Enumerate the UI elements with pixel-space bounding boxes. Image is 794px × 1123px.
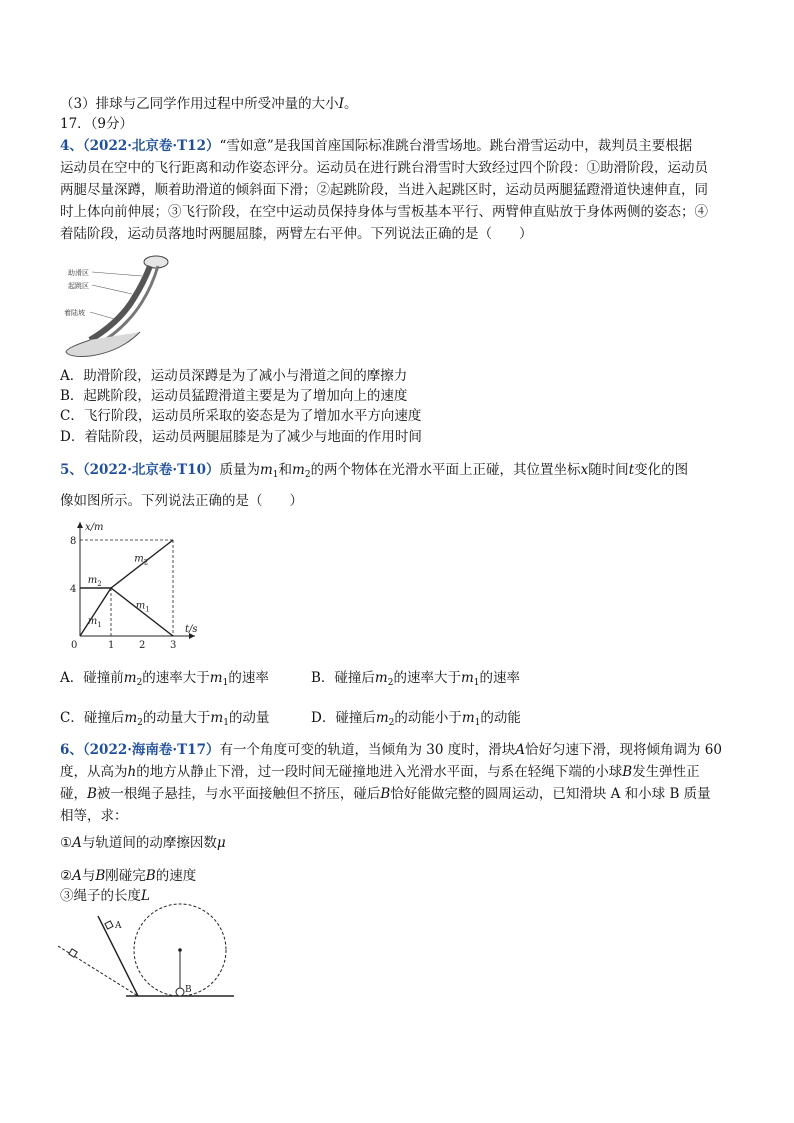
q4-option-b: B．起跳阶段，运动员猛蹬滑道主要是为了增加向上的速度 xyxy=(60,388,408,404)
q17-header: 17．（9分） xyxy=(60,116,134,132)
ski-jump-figure xyxy=(60,252,180,362)
xt-chart xyxy=(58,514,218,648)
q4-option-c: C．飞行阶段，运动员所采取的姿态是为了增加水平方向速度 xyxy=(60,408,422,424)
q4-option-d: D．着陆阶段，运动员两腿屈膝是为了减少与地面的作用时间 xyxy=(60,429,422,445)
ski-jump-landing xyxy=(66,332,140,357)
label-m2-after: $m_2$ xyxy=(134,553,149,567)
y-tick-label: 4 xyxy=(70,584,77,595)
label-b: B xyxy=(185,985,192,995)
q6-line3: 碰，B被一根绳子悬挂，与水平面接触但不挤压，碰后B恰好能做完整的圆周运动，已知滑块 A 和小球 B 质量 xyxy=(60,786,711,802)
q5-option-b: B．碰撞后$m_2$的速率大于$m_1$的速率 xyxy=(311,670,521,688)
label-takeoff: 起跳区 xyxy=(68,282,89,290)
x-axis-label: t/s xyxy=(185,624,198,635)
x-tick-label: 3 xyxy=(170,640,177,648)
x-tick-label: 2 xyxy=(139,640,146,648)
q4-option-a: A．助滑阶段，运动员深蹲是为了减小与滑道之间的摩擦力 xyxy=(60,368,408,384)
ball-b xyxy=(176,988,184,996)
q4-number: 4、 xyxy=(60,138,83,154)
q5-line2: 像如图所示。下列说法正确的是（ ） xyxy=(60,493,303,509)
y-tick-label: 8 xyxy=(70,536,77,547)
q5-option-a: A．碰撞前$m_2$的速率大于$m_1$的速率 xyxy=(60,670,269,688)
q5-number: 5、 xyxy=(60,462,83,478)
q6-line1: 6、（2022·海南卷·T17）有一个角度可变的轨道，当倾角为 30 度时，滑块A恰好匀速下滑，现将倾角调为 60 xyxy=(60,742,722,758)
q6-sub2: ②A与B刚碰完B的速度 xyxy=(60,868,197,884)
q6-sub3: ③绳子的长度L xyxy=(60,888,150,904)
y-axis-label: x/m xyxy=(85,522,104,533)
q4-line5: 着陆阶段，运动员落地时两腿屈膝，两臂左右平伸。下列说法正确的是（ ） xyxy=(60,226,533,242)
q5-option-d: D．碰撞后$m_2$的动能小于$m_1$的动能 xyxy=(311,710,521,728)
x-tick-label: 0 xyxy=(71,640,78,648)
q4-source: （2022·北京卷·T12） xyxy=(82,138,220,154)
q6-sub1: ①A与轨道间的动摩擦因数μ xyxy=(60,835,226,851)
block-a-dashed xyxy=(69,949,77,957)
x-tick-label: 1 xyxy=(108,640,115,648)
label-landing: 着陆坡 xyxy=(64,309,85,317)
q5-option-c: C．碰撞后$m_2$的动量大于$m_1$的动量 xyxy=(60,710,270,728)
track-circle-figure xyxy=(58,902,238,1002)
q5-line1: 5、（2022·北京卷·T10）质量为$m_1$和$m_2$的两个物体在光滑水平面上正碰，其位置坐标x随时间t变化的图 xyxy=(60,462,689,480)
q4-line1: 4、（2022·北京卷·T12）“雪如意”是我国首座国际标准跳台滑雪场地。跳台滑雪运动中，裁判员主要根据 xyxy=(60,138,693,154)
q6-source: （2022·海南卷·T17） xyxy=(82,742,220,758)
q5-source: （2022·北京卷·T10） xyxy=(82,462,220,478)
y-axis-arrow xyxy=(77,522,83,528)
q4-line4: 时上体向前伸展；③飞行阶段，在空中运动员保持身体与雪板基本平行、两臂伸直贴放于身体两侧的姿态；④ xyxy=(60,204,708,220)
block-a xyxy=(105,921,113,929)
label-m1-after: $m_1$ xyxy=(135,600,150,614)
q4-line2: 运动员在空中的飞行距离和动作姿态评分。运动员在进行跳台滑雪时大致经过四个阶段：①助滑阶段，运动员 xyxy=(60,160,708,176)
q6-line4: 相等，求： xyxy=(60,808,128,824)
q6-line2: 度，从高为h的地方从静止下滑，过一段时间无碰撞地进入光滑水平面，与系在轻绳下端的小球B发生弹性正 xyxy=(60,764,700,780)
label-m2-before: $m_2$ xyxy=(87,575,102,589)
q6-number: 6、 xyxy=(60,742,83,758)
label-inrun: 助滑区 xyxy=(68,269,89,277)
label-m1-before: $m_1$ xyxy=(87,616,102,629)
label-a: A xyxy=(115,921,122,931)
series-line-m1 xyxy=(80,588,173,636)
q3-line: （3）排球与乙同学作用过程中所受冲量的大小I。 xyxy=(60,96,358,112)
q4-line3: 两腿尽量深蹲，顺着助滑道的倾斜面下滑；②起跳阶段，当进入起跳区时，运动员两腿猛蹬滑道快速伸直，同 xyxy=(60,182,708,198)
